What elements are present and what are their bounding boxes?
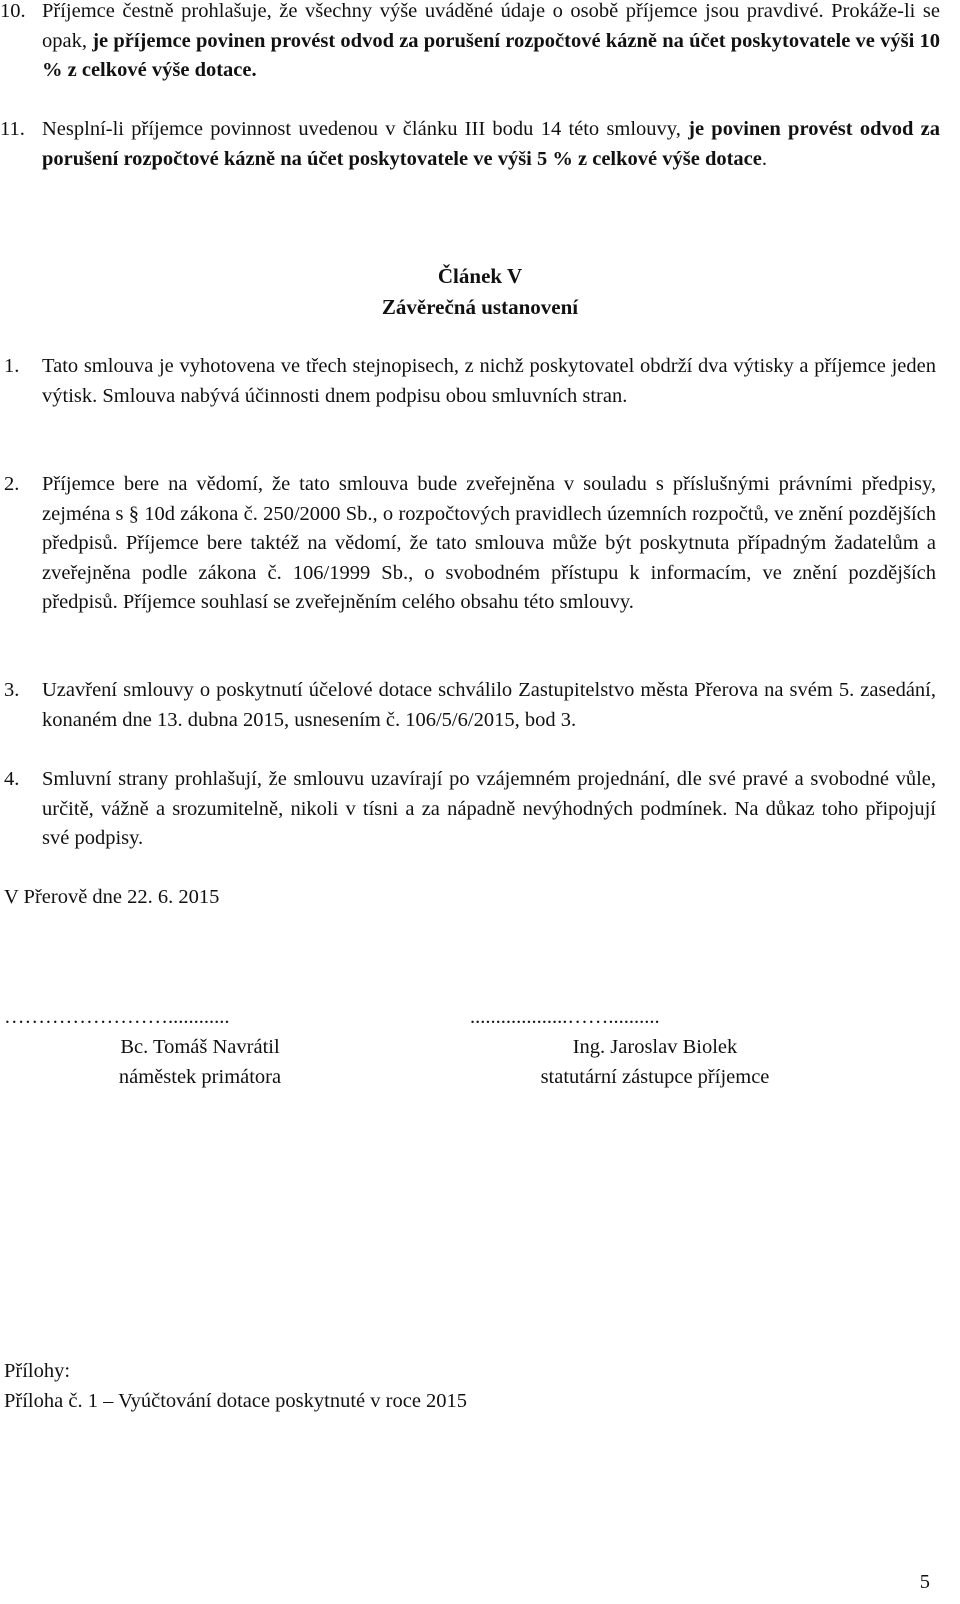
list-item-1 — [4, 352, 936, 411]
list-item-2 — [4, 470, 936, 618]
bold-clause: je povinen provést odvod za porušení rozpočtové kázně na účet poskytovatele ve výši 5 % z celkové výše dotace — [42, 118, 941, 170]
paragraph-10 — [0, 0, 940, 86]
signature-left-line: ……………………............ — [4, 1006, 230, 1028]
item-text: Smluvní strany prohlašují, že smlouvu uzavírají po vzájemném projednání, dle své pravé a svobodné vůle, určitě, vážně a srozumitelně, nikoli v tísni a za nápadně nevýhodných podmínek. Na důkaz toho připojují své podpisy. — [42, 768, 936, 849]
signature-right-role: statutární zástupce příjemce — [540, 1066, 770, 1088]
paragraph-number: 11. — [0, 118, 25, 140]
paragraph-text: Nesplní-li příjemce povinnost uvedenou v článku III bodu 14 této smlouvy, je povinen provést odvod za porušení rozpočtové kázně na účet poskytovatele ve výši 5 % z celkové výše dotace. — [42, 118, 941, 170]
paragraph-number: 10. — [0, 0, 26, 22]
signature-left-name: Bc. Tomáš Navrátil — [120, 1036, 280, 1058]
bold-clause: je příjemce povinen provést odvod za porušení rozpočtové kázně na účet poskytovatele ve výši 10 % z celkové výše dotace. — [42, 29, 940, 81]
article-subtitle: Závěrečná ustanovení — [381, 295, 579, 319]
paragraph-11 — [0, 115, 940, 174]
signature-left-role: náměstek primátora — [118, 1066, 282, 1088]
place-date: V Přerově dne 22. 6. 2015 — [4, 886, 220, 908]
attachments-label: Přílohy: — [4, 1360, 71, 1382]
attachment-item: Příloha č. 1 – Vyúčtování dotace poskytnuté v roce 2015 — [4, 1390, 468, 1412]
article-title: Článek V — [437, 264, 523, 288]
page-number: 5 — [919, 1571, 930, 1593]
item-number: 2. — [4, 473, 20, 495]
paragraph-text: Příjemce čestně prohlašuje, že všechny výše uváděné údaje o osobě příjemce jsou pravdivé. Prokáže-li se opak, je příjemce povinen provést odvod za porušení rozpočtové kázně na účet poskytovatele ve výši 10 % z celkové výše dotace. — [42, 0, 940, 81]
item-number: 3. — [4, 679, 20, 701]
item-text: Příjemce bere na vědomí, že tato smlouva bude zveřejněna v souladu s příslušnými právními předpisy, zejména s § 10d zákona č. 250/2000 Sb., o rozpočtových pravidlech územních rozpočtů, ve znění pozdějších předpisů. Příjemce bere taktéž na vědomí, že tato smlouva může být poskytnuta případným žadatelům a zveřejněna podle zákona č. 106/1999 Sb., o svobodném přístupu k informacím, ve znění pozdějších předpisů. Příjemce souhlasí se zveřejněním celého obsahu této smlouvy. — [42, 473, 936, 613]
item-text: Uzavření smlouvy o poskytnutí účelové dotace schválilo Zastupitelstvo města Přerova na svém 5. zasedání, konaném dne 13. dubna 2015, usnesením č. 106/5/6/2015, bod 3. — [42, 679, 936, 731]
signature-right-line: ...................…….......... — [470, 1006, 660, 1028]
signature-right-name: Ing. Jaroslav Biolek — [572, 1036, 738, 1058]
list-item-3 — [4, 676, 936, 735]
item-number: 4. — [4, 768, 20, 790]
item-number: 1. — [4, 355, 20, 377]
list-item-4 — [4, 765, 936, 854]
item-text: Tato smlouva je vyhotovena ve třech stejnopisech, z nichž poskytovatel obdrží dva výtisky a příjemce jeden výtisk. Smlouva nabývá účinnosti dnem podpisu obou smluvních stran. — [42, 355, 936, 407]
